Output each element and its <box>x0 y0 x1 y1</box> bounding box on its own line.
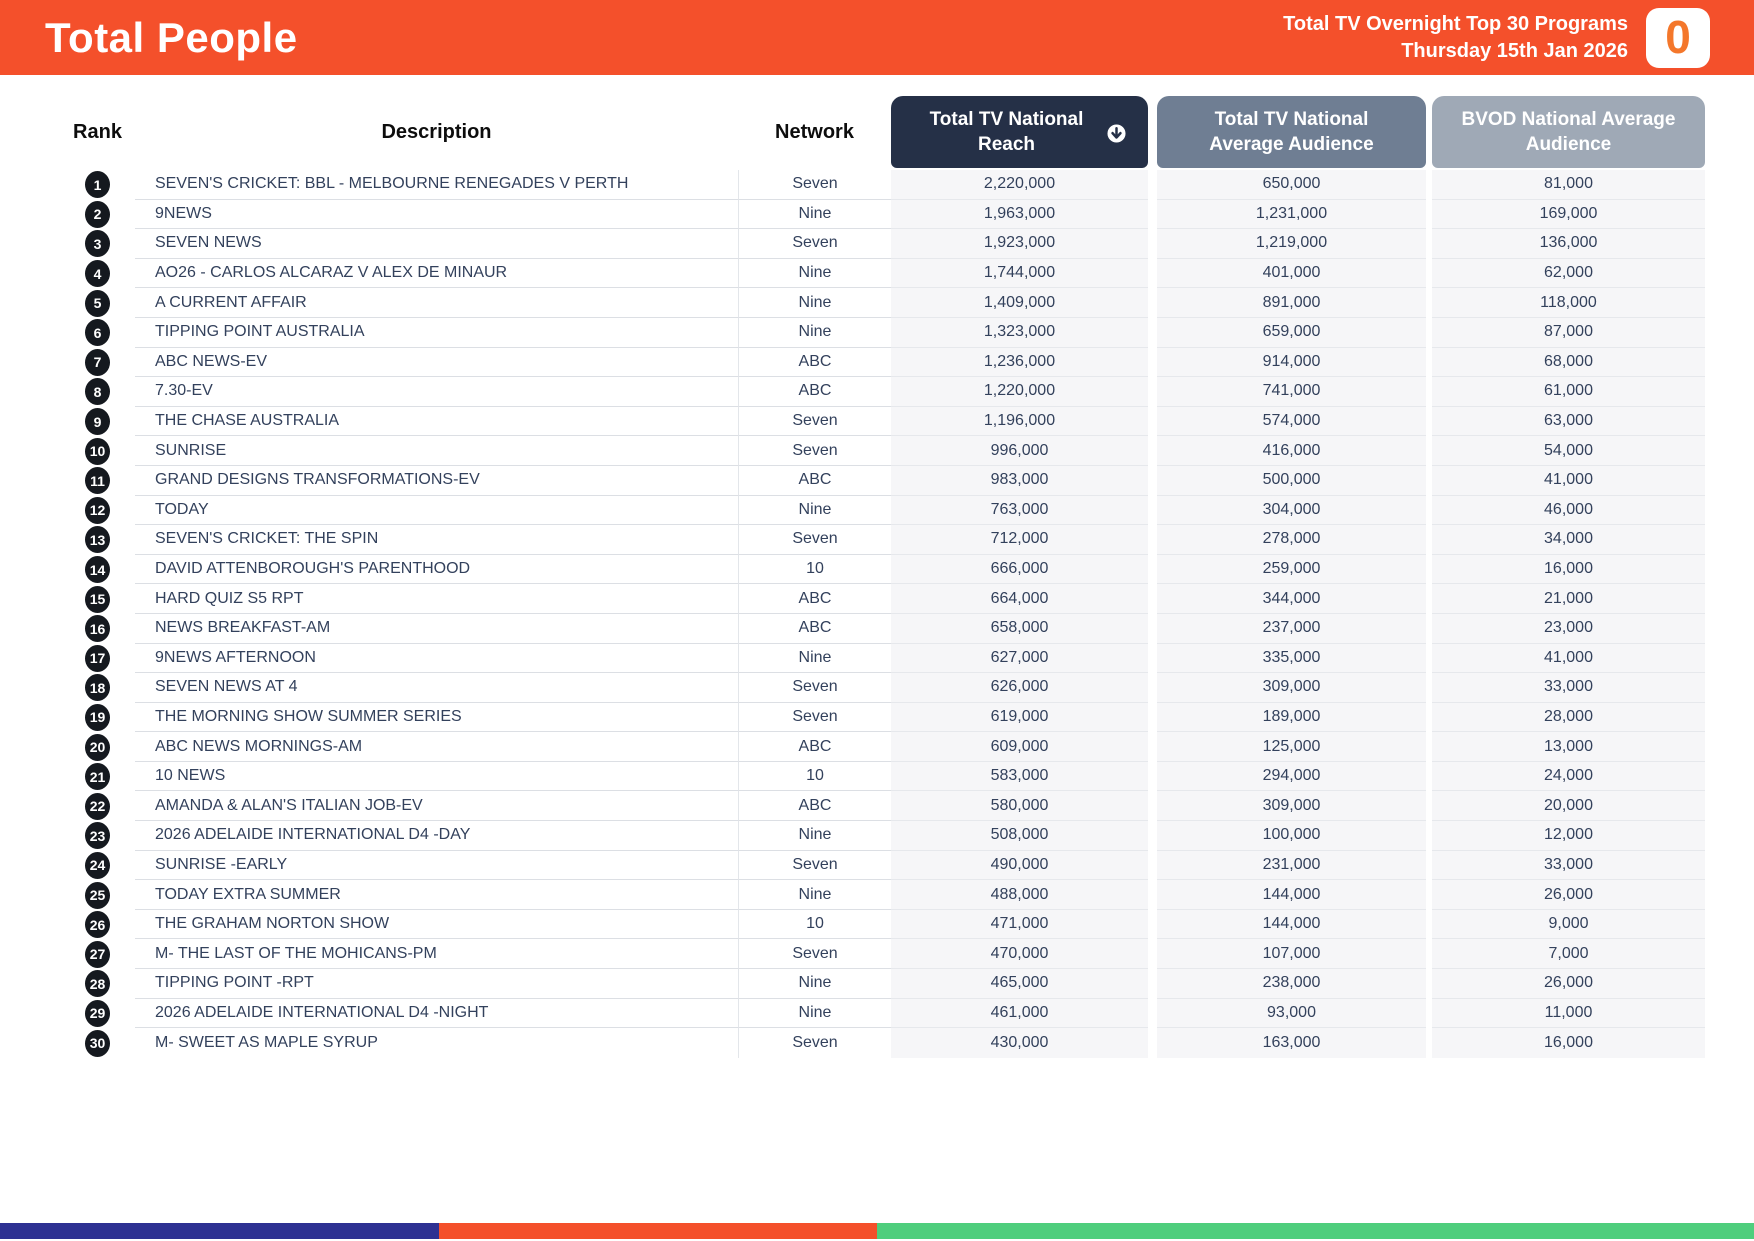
avg-audience-value: 144,000 <box>1157 880 1426 910</box>
avg-audience-value: 500,000 <box>1157 466 1426 496</box>
program-description: HARD QUIZ S5 RPT <box>135 584 738 614</box>
rank-cell <box>60 555 135 585</box>
oztam-logo <box>1646 8 1710 68</box>
bvod-audience-value: 13,000 <box>1432 732 1705 762</box>
rank-badge: 13 <box>85 526 110 553</box>
reach-value: 712,000 <box>891 525 1148 555</box>
rank-badge: 2 <box>85 201 110 228</box>
reach-value: 488,000 <box>891 880 1148 910</box>
table-row <box>60 229 1705 259</box>
reach-value: 627,000 <box>891 644 1148 674</box>
rank-badge: 15 <box>85 586 110 613</box>
avg-audience-value: 238,000 <box>1157 969 1426 999</box>
table-row <box>60 496 1705 526</box>
network: 10 <box>738 910 891 940</box>
column-gap <box>1148 466 1157 496</box>
program-description: THE CHASE AUSTRALIA <box>135 407 738 437</box>
bvod-audience-value: 81,000 <box>1432 170 1705 200</box>
rank-badge: 19 <box>85 704 110 731</box>
network: Nine <box>738 259 891 289</box>
sort-descending-icon <box>1107 124 1126 143</box>
avg-audience-value: 189,000 <box>1157 703 1426 733</box>
table-row <box>60 732 1705 762</box>
avg-audience-value: 107,000 <box>1157 939 1426 969</box>
rank-cell <box>60 170 135 200</box>
footer-bar <box>0 1223 1754 1239</box>
column-gap <box>1148 318 1157 348</box>
column-gap <box>1148 910 1157 940</box>
rank-badge: 1 <box>85 171 110 198</box>
column-gap <box>1148 436 1157 466</box>
bvod-audience-value: 24,000 <box>1432 762 1705 792</box>
program-description: GRAND DESIGNS TRANSFORMATIONS-EV <box>135 466 738 496</box>
network: Seven <box>738 703 891 733</box>
bvod-audience-value: 68,000 <box>1432 348 1705 378</box>
banner <box>0 0 1754 75</box>
program-description: 9NEWS <box>135 200 738 230</box>
table-row <box>60 969 1705 999</box>
table-row <box>60 466 1705 496</box>
reach-value: 1,744,000 <box>891 259 1148 289</box>
bvod-audience-value: 26,000 <box>1432 880 1705 910</box>
reach-value: 490,000 <box>891 851 1148 881</box>
bvod-audience-value: 28,000 <box>1432 703 1705 733</box>
table-row <box>60 880 1705 910</box>
network: Nine <box>738 200 891 230</box>
rank-cell <box>60 732 135 762</box>
rank-cell <box>60 673 135 703</box>
rank-cell <box>60 348 135 378</box>
column-gap <box>1148 880 1157 910</box>
bvod-audience-value: 41,000 <box>1432 644 1705 674</box>
network: Nine <box>738 999 891 1029</box>
avg-audience-value: 416,000 <box>1157 436 1426 466</box>
bvod-audience-value: 11,000 <box>1432 999 1705 1029</box>
network: ABC <box>738 791 891 821</box>
avg-audience-value: 574,000 <box>1157 407 1426 437</box>
reach-value: 430,000 <box>891 1028 1148 1058</box>
col-header-reach-label: Total TV National Reach <box>929 108 1084 155</box>
avg-audience-value: 93,000 <box>1157 999 1426 1029</box>
table-row <box>60 288 1705 318</box>
rank-cell <box>60 791 135 821</box>
rank-badge: 28 <box>85 970 110 997</box>
rank-badge: 16 <box>85 615 110 642</box>
avg-audience-value: 335,000 <box>1157 644 1426 674</box>
rank-cell <box>60 407 135 437</box>
network: Nine <box>738 318 891 348</box>
rank-cell <box>60 762 135 792</box>
rank-cell <box>60 969 135 999</box>
avg-audience-value: 309,000 <box>1157 673 1426 703</box>
network: ABC <box>738 348 891 378</box>
rank-badge: 7 <box>85 349 110 376</box>
rank-badge: 22 <box>85 793 110 820</box>
bvod-audience-value: 21,000 <box>1432 584 1705 614</box>
bvod-audience-value: 34,000 <box>1432 525 1705 555</box>
program-description: AO26 - CARLOS ALCARAZ V ALEX DE MINAUR <box>135 259 738 289</box>
column-gap <box>1148 939 1157 969</box>
column-gap <box>1148 348 1157 378</box>
rank-badge: 29 <box>85 1000 110 1027</box>
column-gap <box>1148 644 1157 674</box>
rank-cell <box>60 703 135 733</box>
rank-cell <box>60 496 135 526</box>
rank-badge: 24 <box>85 852 110 879</box>
program-description: SEVEN NEWS <box>135 229 738 259</box>
col-header-bvod-audience-label: BVOD National Average Audience <box>1461 108 1676 155</box>
bvod-audience-value: 16,000 <box>1432 1028 1705 1058</box>
network: Seven <box>738 407 891 437</box>
network: Seven <box>738 851 891 881</box>
reach-value: 1,220,000 <box>891 377 1148 407</box>
table-row <box>60 703 1705 733</box>
reach-value: 470,000 <box>891 939 1148 969</box>
rank-badge: 20 <box>85 734 110 761</box>
rank-badge: 27 <box>85 941 110 968</box>
column-gap <box>1148 96 1157 168</box>
avg-audience-value: 344,000 <box>1157 584 1426 614</box>
reach-value: 666,000 <box>891 555 1148 585</box>
table-row <box>60 407 1705 437</box>
reach-value: 1,409,000 <box>891 288 1148 318</box>
col-header-reach[interactable] <box>891 96 1148 168</box>
reach-value: 508,000 <box>891 821 1148 851</box>
rank-badge: 9 <box>85 408 110 435</box>
reach-value: 461,000 <box>891 999 1148 1029</box>
rank-badge: 17 <box>85 645 110 672</box>
top30-table <box>60 96 1705 1058</box>
table-row <box>60 644 1705 674</box>
network: Nine <box>738 880 891 910</box>
program-description: 7.30-EV <box>135 377 738 407</box>
avg-audience-value: 1,219,000 <box>1157 229 1426 259</box>
table-row <box>60 910 1705 940</box>
rank-cell <box>60 466 135 496</box>
column-gap <box>1148 555 1157 585</box>
table-row <box>60 1028 1705 1058</box>
program-description: TODAY <box>135 496 738 526</box>
table-row <box>60 170 1705 200</box>
program-description: DAVID ATTENBOROUGH'S PARENTHOOD <box>135 555 738 585</box>
avg-audience-value: 144,000 <box>1157 910 1426 940</box>
network: Nine <box>738 496 891 526</box>
bvod-audience-value: 46,000 <box>1432 496 1705 526</box>
table-row <box>60 555 1705 585</box>
bvod-audience-value: 23,000 <box>1432 614 1705 644</box>
bvod-audience-value: 63,000 <box>1432 407 1705 437</box>
table-row <box>60 939 1705 969</box>
program-description: SUNRISE -EARLY <box>135 851 738 881</box>
bvod-audience-value: 61,000 <box>1432 377 1705 407</box>
program-description: A CURRENT AFFAIR <box>135 288 738 318</box>
avg-audience-value: 294,000 <box>1157 762 1426 792</box>
footer-segment-blue <box>0 1223 439 1239</box>
rank-badge: 23 <box>85 822 110 849</box>
bvod-audience-value: 33,000 <box>1432 851 1705 881</box>
column-gap <box>1148 969 1157 999</box>
table-row <box>60 821 1705 851</box>
table-row <box>60 348 1705 378</box>
bvod-audience-value: 20,000 <box>1432 791 1705 821</box>
rank-cell <box>60 880 135 910</box>
column-gap <box>1148 851 1157 881</box>
rank-badge: 26 <box>85 911 110 938</box>
column-gap <box>1148 525 1157 555</box>
report-date: Thursday 15th Jan 2026 <box>1401 39 1628 62</box>
table-row <box>60 318 1705 348</box>
network: ABC <box>738 377 891 407</box>
reach-value: 996,000 <box>891 436 1148 466</box>
network: Seven <box>738 229 891 259</box>
program-description: SUNRISE <box>135 436 738 466</box>
table-row <box>60 999 1705 1029</box>
bvod-audience-value: 16,000 <box>1432 555 1705 585</box>
rank-cell <box>60 939 135 969</box>
network: Seven <box>738 939 891 969</box>
footer-segment-green <box>877 1223 1754 1239</box>
page-title: Total People <box>45 13 298 61</box>
column-gap <box>1148 170 1157 200</box>
report-title: Total TV Overnight Top 30 Programs <box>1283 12 1628 35</box>
program-description: 2026 ADELAIDE INTERNATIONAL D4 -DAY <box>135 821 738 851</box>
program-description: SEVEN'S CRICKET: BBL - MELBOURNE RENEGADES V PERTH <box>135 170 738 200</box>
column-gap <box>1148 377 1157 407</box>
network: Nine <box>738 644 891 674</box>
column-gap <box>1148 1028 1157 1058</box>
rank-cell <box>60 229 135 259</box>
rank-badge: 21 <box>85 763 110 790</box>
table-row <box>60 791 1705 821</box>
program-description: THE GRAHAM NORTON SHOW <box>135 910 738 940</box>
column-gap <box>1148 999 1157 1029</box>
network: 10 <box>738 762 891 792</box>
reach-value: 664,000 <box>891 584 1148 614</box>
rank-badge: 30 <box>85 1030 110 1057</box>
reach-value: 580,000 <box>891 791 1148 821</box>
network: ABC <box>738 466 891 496</box>
reach-value: 983,000 <box>891 466 1148 496</box>
network: Nine <box>738 969 891 999</box>
network: Seven <box>738 436 891 466</box>
network: 10 <box>738 555 891 585</box>
column-gap <box>1148 703 1157 733</box>
network: ABC <box>738 732 891 762</box>
rank-badge: 12 <box>85 497 110 524</box>
program-description: 9NEWS AFTERNOON <box>135 644 738 674</box>
rank-cell <box>60 614 135 644</box>
column-gap <box>1148 496 1157 526</box>
column-gap <box>1148 584 1157 614</box>
col-header-avg-audience-label: Total TV National Average Audience <box>1209 108 1374 155</box>
network: Seven <box>738 170 891 200</box>
program-description: 10 NEWS <box>135 762 738 792</box>
column-gap <box>1148 288 1157 318</box>
col-header-bvod-audience[interactable] <box>1432 96 1705 168</box>
rank-badge: 18 <box>85 674 110 701</box>
reach-value: 1,963,000 <box>891 200 1148 230</box>
column-gap <box>1148 821 1157 851</box>
network: Seven <box>738 1028 891 1058</box>
banner-right <box>1283 8 1754 68</box>
rank-badge: 5 <box>85 290 110 317</box>
column-gap <box>1148 614 1157 644</box>
reach-value: 1,196,000 <box>891 407 1148 437</box>
bvod-audience-value: 118,000 <box>1432 288 1705 318</box>
rank-cell <box>60 1028 135 1058</box>
rank-cell <box>60 821 135 851</box>
avg-audience-value: 650,000 <box>1157 170 1426 200</box>
rank-cell <box>60 644 135 674</box>
avg-audience-value: 309,000 <box>1157 791 1426 821</box>
avg-audience-value: 237,000 <box>1157 614 1426 644</box>
table-header <box>60 96 1705 168</box>
bvod-audience-value: 41,000 <box>1432 466 1705 496</box>
table-row <box>60 584 1705 614</box>
rank-badge: 11 <box>85 467 110 494</box>
bvod-audience-value: 33,000 <box>1432 673 1705 703</box>
rank-cell <box>60 999 135 1029</box>
avg-audience-value: 231,000 <box>1157 851 1426 881</box>
bvod-audience-value: 136,000 <box>1432 229 1705 259</box>
avg-audience-value: 163,000 <box>1157 1028 1426 1058</box>
rank-badge: 25 <box>85 882 110 909</box>
reach-value: 471,000 <box>891 910 1148 940</box>
program-description: TIPPING POINT AUSTRALIA <box>135 318 738 348</box>
logo-zero-glyph: 0 <box>1665 10 1691 63</box>
column-gap <box>1148 791 1157 821</box>
avg-audience-value: 278,000 <box>1157 525 1426 555</box>
table-row <box>60 525 1705 555</box>
column-gap <box>1148 200 1157 230</box>
rank-badge: 10 <box>85 438 110 465</box>
program-description: THE MORNING SHOW SUMMER SERIES <box>135 703 738 733</box>
program-description: SEVEN'S CRICKET: THE SPIN <box>135 525 738 555</box>
table-row <box>60 762 1705 792</box>
avg-audience-value: 259,000 <box>1157 555 1426 585</box>
rank-badge: 3 <box>85 230 110 257</box>
bvod-audience-value: 54,000 <box>1432 436 1705 466</box>
avg-audience-value: 741,000 <box>1157 377 1426 407</box>
table-row <box>60 673 1705 703</box>
table-body <box>60 170 1705 1058</box>
rank-cell <box>60 288 135 318</box>
reach-value: 609,000 <box>891 732 1148 762</box>
reach-value: 1,923,000 <box>891 229 1148 259</box>
network: ABC <box>738 584 891 614</box>
bvod-audience-value: 7,000 <box>1432 939 1705 969</box>
network: Seven <box>738 673 891 703</box>
network: Nine <box>738 821 891 851</box>
program-description: 2026 ADELAIDE INTERNATIONAL D4 -NIGHT <box>135 999 738 1029</box>
table-row <box>60 614 1705 644</box>
column-gap <box>1148 407 1157 437</box>
column-gap <box>1148 673 1157 703</box>
reach-value: 1,323,000 <box>891 318 1148 348</box>
rank-badge: 8 <box>85 378 110 405</box>
program-description: AMANDA & ALAN'S ITALIAN JOB-EV <box>135 791 738 821</box>
rank-badge: 4 <box>85 260 110 287</box>
rank-cell <box>60 851 135 881</box>
reach-value: 763,000 <box>891 496 1148 526</box>
program-description: TODAY EXTRA SUMMER <box>135 880 738 910</box>
report-heading <box>1283 11 1628 65</box>
program-description: ABC NEWS MORNINGS-AM <box>135 732 738 762</box>
rank-cell <box>60 377 135 407</box>
program-description: NEWS BREAKFAST-AM <box>135 614 738 644</box>
col-header-description: Description <box>381 120 492 143</box>
col-header-rank: Rank <box>73 120 122 143</box>
table-row <box>60 436 1705 466</box>
rank-cell <box>60 318 135 348</box>
rank-cell <box>60 259 135 289</box>
reach-value: 658,000 <box>891 614 1148 644</box>
avg-audience-value: 891,000 <box>1157 288 1426 318</box>
program-description: M- THE LAST OF THE MOHICANS-PM <box>135 939 738 969</box>
column-gap <box>1148 732 1157 762</box>
rank-badge: 14 <box>85 556 110 583</box>
avg-audience-value: 125,000 <box>1157 732 1426 762</box>
reach-value: 619,000 <box>891 703 1148 733</box>
rank-badge: 6 <box>85 319 110 346</box>
col-header-avg-audience[interactable] <box>1157 96 1426 168</box>
bvod-audience-value: 62,000 <box>1432 259 1705 289</box>
bvod-audience-value: 87,000 <box>1432 318 1705 348</box>
bvod-audience-value: 9,000 <box>1432 910 1705 940</box>
network: ABC <box>738 614 891 644</box>
avg-audience-value: 100,000 <box>1157 821 1426 851</box>
bvod-audience-value: 12,000 <box>1432 821 1705 851</box>
reach-value: 2,220,000 <box>891 170 1148 200</box>
table-row <box>60 851 1705 881</box>
program-description: TIPPING POINT -RPT <box>135 969 738 999</box>
rank-cell <box>60 200 135 230</box>
column-gap <box>1148 762 1157 792</box>
bvod-audience-value: 26,000 <box>1432 969 1705 999</box>
bvod-audience-value: 169,000 <box>1432 200 1705 230</box>
table-row <box>60 259 1705 289</box>
program-description: M- SWEET AS MAPLE SYRUP <box>155 1034 378 1052</box>
column-gap <box>1148 229 1157 259</box>
avg-audience-value: 914,000 <box>1157 348 1426 378</box>
table-row <box>60 200 1705 230</box>
reach-value: 465,000 <box>891 969 1148 999</box>
program-description: ABC NEWS-EV <box>135 348 738 378</box>
col-header-network: Network <box>775 120 854 143</box>
avg-audience-value: 1,231,000 <box>1157 200 1426 230</box>
table-row <box>60 377 1705 407</box>
network: Nine <box>738 288 891 318</box>
program-description: SEVEN NEWS AT 4 <box>135 673 738 703</box>
reach-value: 626,000 <box>891 673 1148 703</box>
column-gap <box>1148 259 1157 289</box>
footer-segment-orange <box>439 1223 878 1239</box>
rank-cell <box>60 910 135 940</box>
reach-value: 1,236,000 <box>891 348 1148 378</box>
avg-audience-value: 659,000 <box>1157 318 1426 348</box>
rank-cell <box>60 436 135 466</box>
rank-cell <box>60 525 135 555</box>
avg-audience-value: 304,000 <box>1157 496 1426 526</box>
avg-audience-value: 401,000 <box>1157 259 1426 289</box>
rank-cell <box>60 584 135 614</box>
network: Seven <box>738 525 891 555</box>
reach-value: 583,000 <box>891 762 1148 792</box>
